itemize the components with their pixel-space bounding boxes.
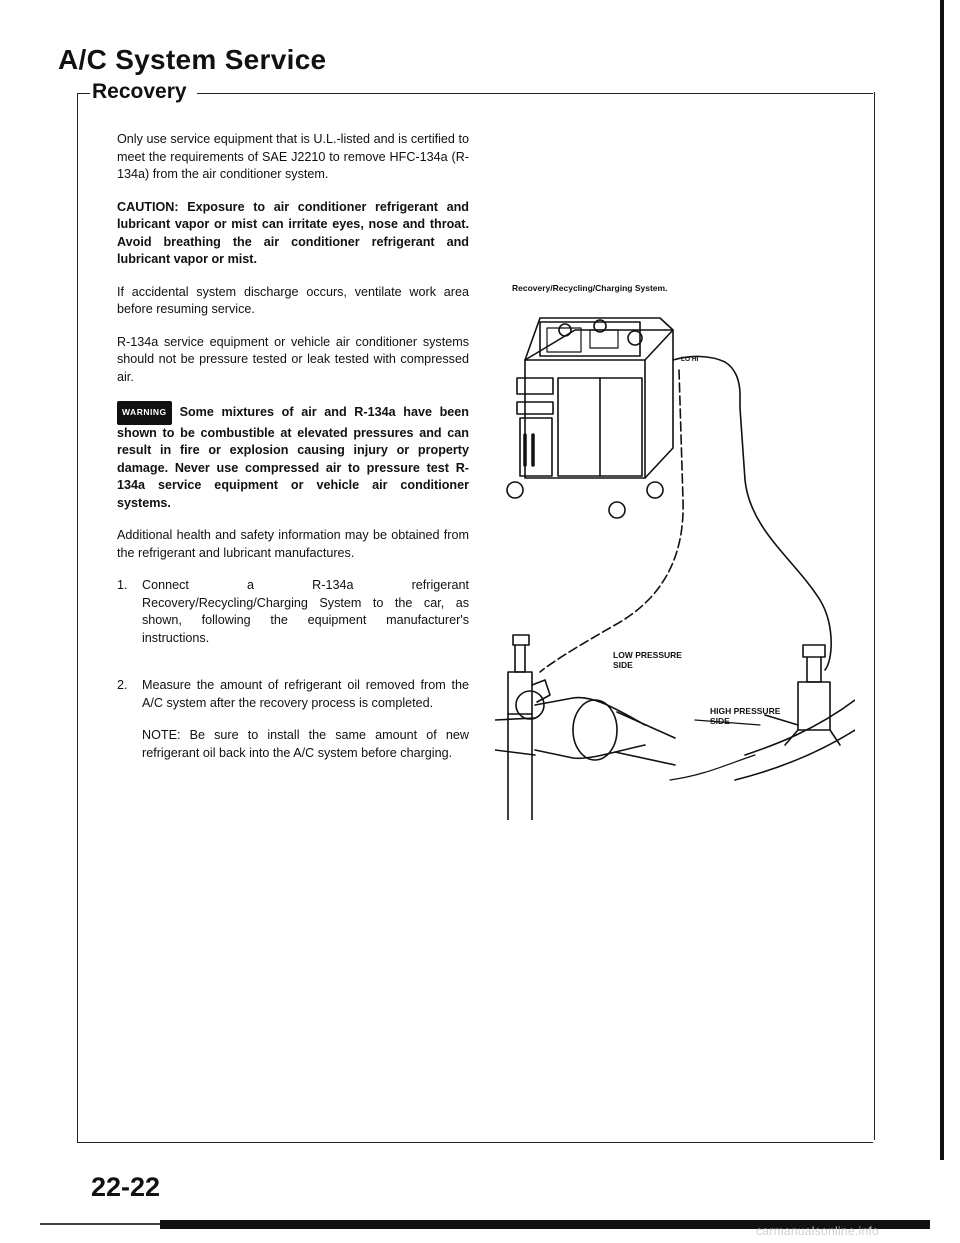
high-pressure-label: HIGH PRESSURE SIDE	[710, 706, 781, 726]
low-pressure-label: LOW PRESSURE SIDE	[613, 650, 682, 670]
pressure-note-paragraph: R-134a service equipment or vehicle air conditioner systems should not be pressure tested or leak tested with compressed air.	[117, 334, 469, 384]
figure-caption: Recovery/Recycling/Charging System.	[512, 283, 668, 293]
step-text: Connect a R-134a refrigerant Recovery/Recycling/Charging System to the car, as shown, following the equipment manufacturer's instructions.	[142, 578, 469, 645]
warning-text: Some mixtures of air and R-134a have been shown to be combustible at elevated pressures and can result in fire or explosion causing injury or property damage. Never use compressed air to pressure test R-134a service equipment or vehicle air conditioner systems.	[117, 405, 469, 510]
warning-icon: WARNING	[117, 401, 172, 425]
steps-list	[117, 577, 469, 777]
text-column	[117, 131, 469, 792]
note-paragraph: NOTE: Be sure to install the same amount of new refrigerant oil back into the A/C system before charging.	[142, 728, 469, 760]
watermark: carmanualsonline.info	[756, 1224, 880, 1238]
step-item	[117, 577, 469, 662]
step-item	[117, 677, 469, 777]
figure-diagram	[495, 300, 855, 820]
gauge-label: LO HI	[681, 356, 699, 363]
step-text: Measure the amount of refrigerant oil removed from the A/C system after the recovery process is completed.	[142, 678, 469, 710]
step-number: 2.	[117, 678, 128, 692]
health-paragraph: Additional health and safety information may be obtained from the refrigerant and lubricant manufactures.	[117, 528, 469, 560]
bottom-rule-thin	[40, 1223, 160, 1225]
recovery-machine-icon	[507, 318, 740, 518]
page-number: 22-22	[91, 1172, 161, 1202]
page-title: A/C System Service	[58, 44, 327, 75]
section-title: Recovery	[90, 80, 197, 104]
section-frame-right	[874, 92, 875, 1140]
warning-paragraph	[117, 401, 469, 512]
low-side-valve-icon	[508, 635, 550, 820]
step-number: 1.	[117, 578, 128, 592]
page-edge-rule	[940, 0, 944, 1160]
discharge-paragraph: If accidental system discharge occurs, ventilate work area before resuming service.	[117, 284, 469, 316]
caution-paragraph: CAUTION: Exposure to air conditioner refrigerant and lubricant vapor or mist can irritate eyes, nose and throat. Avoid breathing the air conditioner refrigerant and lubricant vapor or mist.	[117, 199, 469, 266]
intro-paragraph: Only use service equipment that is U.L.-listed and is certified to meet the requirements of SAE J2210 to remove HFC-134a (R-134a) from the air conditioner system.	[117, 132, 469, 181]
